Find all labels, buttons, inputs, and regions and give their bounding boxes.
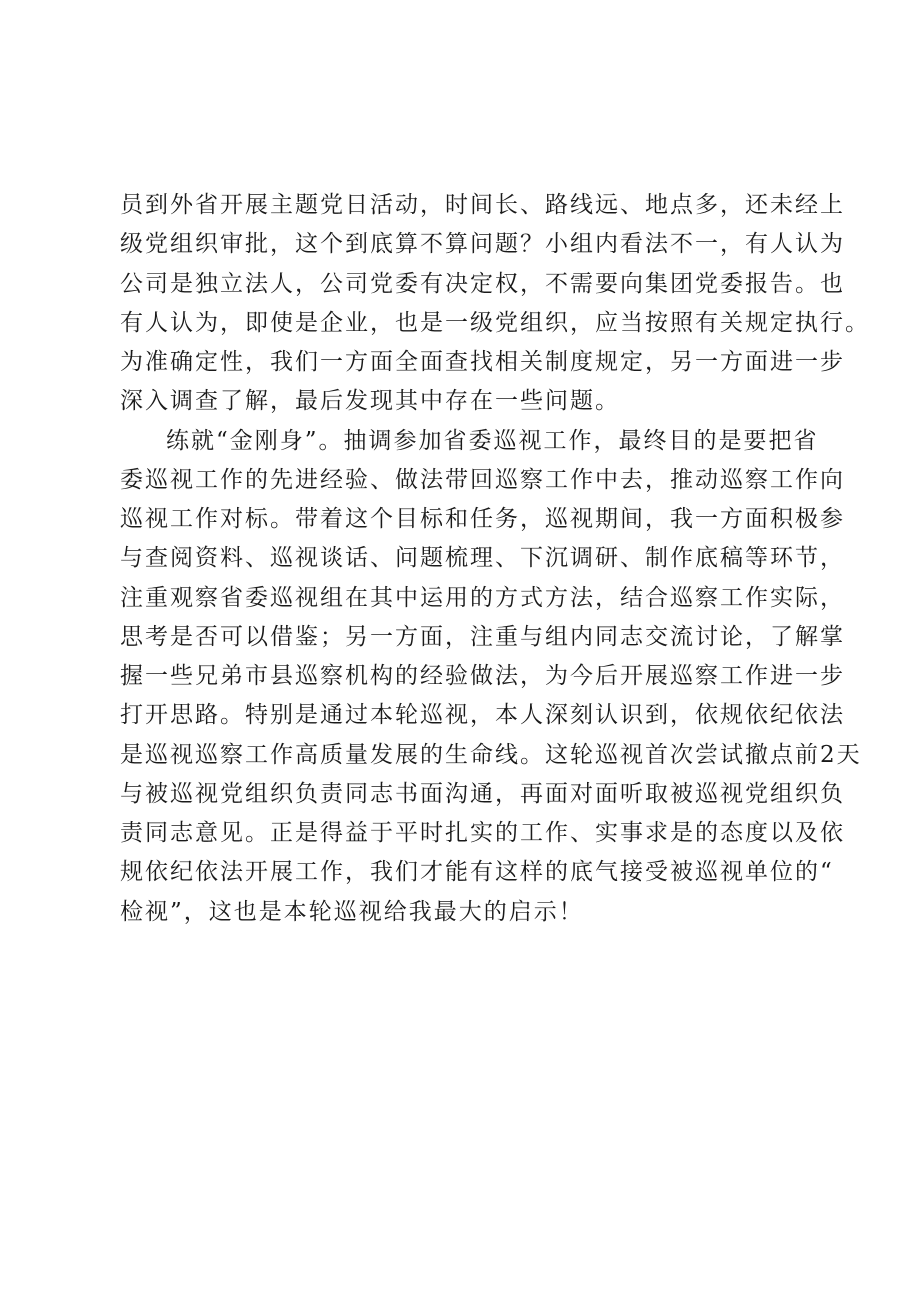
text-line: 是巡视巡察工作高质量发展的生命线。这轮巡视首次尝试撤点前2天 (120, 741, 862, 768)
document-body (120, 186, 870, 932)
text-line: 深入调查了解，最后发现其中存在一些问题。 (120, 388, 620, 415)
text-line: 与被巡视党组织负责同志书面沟通，再面对面听取被巡视党组织负 (120, 780, 845, 807)
text-line: 练就“金刚身”。抽调参加省委巡视工作，最终目的是要把省 (166, 427, 819, 454)
text-line: 与查阅资料、巡视谈话、问题梳理、下沉调研、制作底稿等环节， (120, 545, 845, 572)
text-line: 注重观察省委巡视组在其中运用的方式方法，结合巡察工作实际， (120, 584, 845, 611)
text-line: 级党组织审批，这个到底算不算问题？小组内看法不一，有人认为 (120, 231, 845, 258)
paragraph-1 (120, 186, 870, 422)
text-line: 检视”，这也是本轮巡视给我最大的启示！ (120, 898, 584, 925)
text-line: 有人认为，即使是企业，也是一级党组织，应当按照有关规定执行。 (120, 309, 870, 336)
text-line: 握一些兄弟市县巡察机构的经验做法，为今后开展巡察工作进一步 (120, 663, 845, 689)
text-line: 思考是否可以借鉴；另一方面，注重与组内同志交流讨论，了解掌 (120, 623, 845, 650)
text-line: 公司是独立法人，公司党委有决定权，不需要向集团党委报告。也 (120, 270, 845, 297)
text-line: 巡视工作对标。带着这个目标和任务，巡视期间，我一方面积极参 (120, 506, 845, 532)
text-line: 规依纪依法开展工作，我们才能有这样的底气接受被巡视单位的“ (120, 859, 834, 886)
paragraph-2 (120, 422, 862, 932)
text-line: 打开思路。特别是通过本轮巡视，本人深刻认识到，依规依纪依法 (120, 702, 845, 729)
text-line: 员到外省开展主题党日活动，时间长、路线远、地点多，还未经上 (120, 192, 845, 218)
text-line: 委巡视工作的先进经验、做法带回巡察工作中去，推动巡察工作向 (120, 466, 845, 493)
text-line: 为准确定性，我们一方面全面查找相关制度规定，另一方面进一步 (120, 349, 845, 375)
text-line: 责同志意见。正是得益于平时扎实的工作、实事求是的态度以及依 (120, 820, 845, 846)
